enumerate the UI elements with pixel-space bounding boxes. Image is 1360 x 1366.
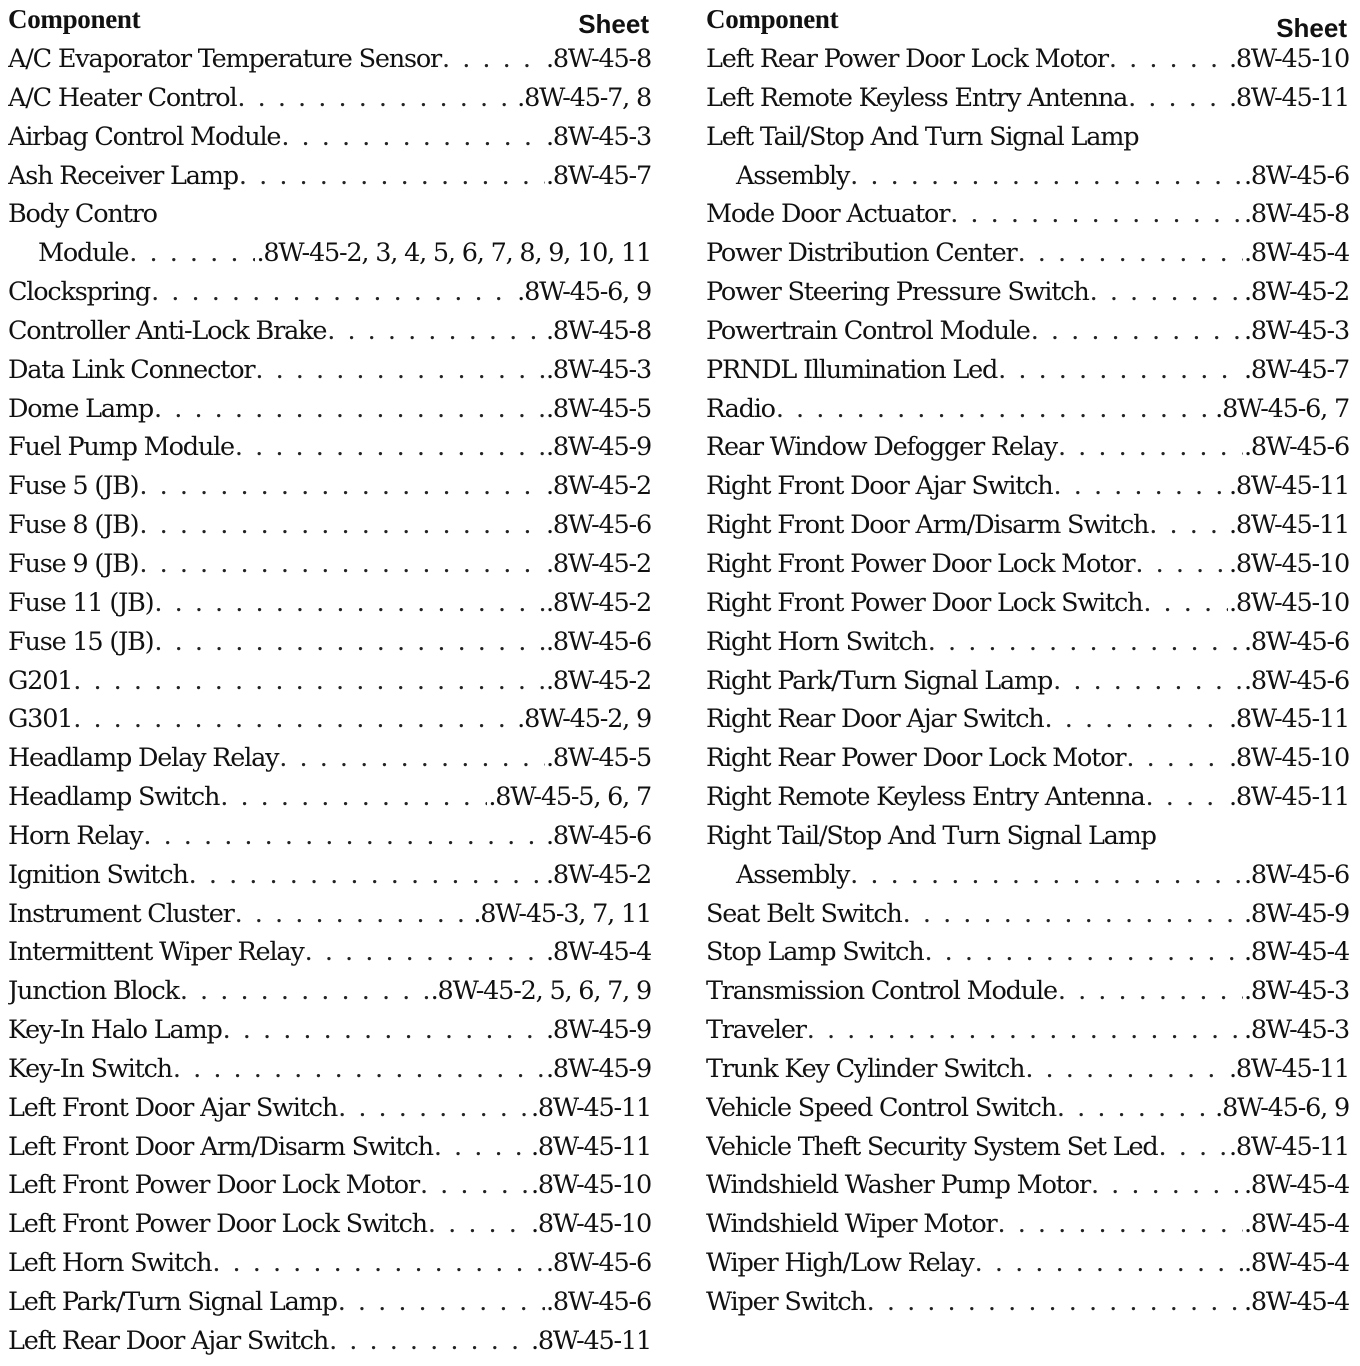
index-entry: [706, 195, 1349, 234]
component-name: Left Horn Switch: [8, 1248, 212, 1279]
sheet-reference: .8W-45-5, 6, 7: [488, 782, 651, 813]
sheet-reference: .8W-45-11: [1228, 782, 1349, 813]
index-entry: [8, 273, 651, 312]
sheet-reference: .8W-45-6: [546, 626, 651, 657]
index-entry: [8, 1244, 651, 1283]
index-entry: [8, 895, 651, 934]
index-entry: [8, 234, 651, 273]
index-entry: [706, 700, 1349, 739]
component-name: Left Remote Keyless Entry Antenna: [706, 82, 1128, 113]
sheet-heading: Sheet: [578, 9, 649, 39]
index-entry: [8, 1205, 651, 1244]
sheet-reference: .8W-45-5: [546, 743, 651, 774]
sheet-reference: .8W-45-11: [1228, 82, 1349, 113]
index-entry: [706, 817, 1349, 856]
index-entry: [8, 817, 651, 856]
dot-leader: [212, 1244, 545, 1283]
component-name: Trunk Key Cylinder Switch: [706, 1053, 1025, 1084]
component-name: Right Rear Power Door Lock Motor: [706, 743, 1126, 774]
index-entry: [706, 584, 1349, 623]
component-name: Intermittent Wiper Relay: [8, 937, 304, 968]
index-entry: [8, 79, 651, 118]
index-entry: [706, 545, 1349, 584]
index-entry: [706, 933, 1349, 972]
dot-leader: [928, 623, 1243, 662]
sheet-reference: .8W-45-7: [1244, 354, 1349, 385]
dot-leader: [139, 506, 545, 545]
sheet-reference: .8W-45-5: [546, 393, 651, 424]
sheet-reference: .8W-45-4: [1244, 238, 1349, 269]
component-name: Junction Block: [8, 976, 179, 1007]
index-entry: [706, 972, 1349, 1011]
dot-leader: [1053, 662, 1243, 701]
index-entry: [706, 428, 1349, 467]
component-name: Windshield Washer Pump Motor: [706, 1170, 1090, 1201]
dot-leader: [281, 118, 545, 157]
sheet-reference: .8W-45-6: [1244, 665, 1349, 696]
dot-leader: [237, 79, 516, 118]
dot-leader: [189, 856, 545, 895]
sheet-reference: .8W-45-11: [530, 1092, 651, 1123]
index-entry: [8, 506, 651, 545]
dot-leader: [975, 1244, 1243, 1283]
dot-leader: [1045, 700, 1228, 739]
component-name: Clockspring: [8, 277, 151, 308]
dot-leader: [807, 1011, 1243, 1050]
component-name: Left Front Door Ajar Switch: [8, 1092, 338, 1123]
index-entry: [8, 467, 651, 506]
index-entry: [706, 1166, 1349, 1205]
index-entry: [8, 739, 651, 778]
component-name: G301: [8, 704, 73, 735]
sheet-reference: .8W-45-2, 9: [517, 704, 651, 735]
index-entry: [8, 623, 651, 662]
component-name: A/C Evaporator Temperature Sensor: [8, 44, 441, 74]
dot-leader: [1090, 273, 1243, 312]
dot-leader: [998, 351, 1243, 390]
component-name: Mode Door Actuator: [706, 199, 950, 230]
index-entry: [706, 506, 1349, 545]
dot-leader: [1057, 1089, 1214, 1128]
sheet-reference: .8W-45-11: [530, 1325, 651, 1356]
sheet-reference: .8W-45-11: [1228, 510, 1349, 541]
sheet-reference: .8W-45-10: [1228, 743, 1349, 774]
index-entry: [706, 1283, 1349, 1322]
dot-leader: [1149, 506, 1228, 545]
component-name: Airbag Control Module: [8, 121, 281, 152]
component-name: Fuse 9 (JB): [8, 548, 139, 579]
sheet-reference: .8W-45-2: [546, 471, 651, 502]
component-name: Windshield Wiper Motor: [706, 1209, 997, 1240]
component-name: Data Link Connector: [8, 354, 255, 385]
dot-leader: [73, 662, 545, 701]
sheet-reference: .8W-45-3: [1244, 1015, 1349, 1046]
right-column-header: [706, 0, 1349, 43]
component-name: Right Front Power Door Lock Motor: [706, 548, 1135, 579]
dot-leader: [434, 1128, 530, 1167]
sheet-reference: .8W-45-7, 8: [517, 82, 651, 113]
sheet-reference: .8W-45-6, 7: [1215, 393, 1349, 424]
sheet-reference: .8W-45-2: [546, 665, 651, 696]
dot-leader: [154, 584, 545, 623]
dot-leader: [154, 623, 545, 662]
dot-leader: [1025, 1050, 1228, 1089]
dot-leader: [139, 467, 545, 506]
sheet-reference: .8W-45-2, 3, 4, 5, 6, 7, 8, 9, 10, 11: [256, 238, 651, 269]
index-entry: [706, 79, 1349, 118]
dot-leader: [850, 856, 1243, 895]
component-name: Left Front Door Arm/Disarm Switch: [8, 1131, 433, 1162]
component-heading: Component: [8, 4, 141, 34]
sheet-reference: .8W-45-10: [530, 1209, 651, 1240]
dot-leader: [255, 351, 545, 390]
dot-leader: [924, 933, 1243, 972]
component-name: Traveler: [706, 1015, 806, 1046]
dot-leader: [867, 1283, 1243, 1322]
index-entry: [706, 1128, 1349, 1167]
component-name: Fuse 11 (JB): [8, 587, 154, 618]
component-name: Wiper High/Low Relay: [706, 1248, 974, 1279]
dot-leader: [1054, 467, 1228, 506]
dot-leader: [338, 1089, 530, 1128]
index-entry: [8, 1089, 651, 1128]
dot-leader: [1091, 1166, 1243, 1205]
sheet-reference: .8W-45-10: [1228, 44, 1349, 74]
index-entry: [8, 1128, 651, 1167]
sheet-reference: .8W-45-9: [546, 1015, 651, 1046]
component-name: Transmission Control Module: [706, 976, 1057, 1007]
dot-leader: [903, 895, 1243, 934]
sheet-reference: .8W-45-11: [530, 1131, 651, 1162]
component-name: Left Tail/Stop And Turn Signal Lamp: [706, 121, 1139, 152]
index-entry: [706, 778, 1349, 817]
sheet-reference: .8W-45-3: [546, 354, 651, 385]
sheet-reference: .8W-45-3: [1244, 976, 1349, 1007]
index-entry: [8, 351, 651, 390]
index-entry: [8, 778, 651, 817]
dot-leader: [220, 778, 487, 817]
component-name: Headlamp Delay Relay: [8, 743, 279, 774]
sheet-reference: .8W-45-6: [546, 510, 651, 541]
index-entry: [8, 584, 651, 623]
index-entry: [8, 195, 651, 234]
component-name: Instrument Cluster: [8, 898, 234, 929]
component-name: Right Front Door Arm/Disarm Switch: [706, 510, 1149, 541]
component-name: Power Steering Pressure Switch: [706, 277, 1089, 308]
index-entry: [8, 1322, 651, 1361]
component-name: Right Front Power Door Lock Switch: [706, 587, 1143, 618]
component-name: Left Rear Power Door Lock Motor: [706, 44, 1108, 74]
dot-leader: [776, 390, 1214, 429]
index-entry: [706, 273, 1349, 312]
component-name: Radio: [706, 393, 775, 424]
component-name: G201: [8, 665, 73, 696]
dot-leader: [1135, 545, 1228, 584]
component-name: Assembly: [736, 160, 850, 191]
component-name: Headlamp Switch: [8, 782, 220, 813]
component-name: Rear Window Defogger Relay: [706, 432, 1057, 463]
index-entry: [706, 895, 1349, 934]
component-name: Dome Lamp: [8, 393, 154, 424]
sheet-reference: .8W-45-9: [546, 1053, 651, 1084]
sheet-reference: .8W-45-11: [1228, 704, 1349, 735]
dot-leader: [305, 933, 545, 972]
sheet-reference: .8W-45-3, 7, 11: [473, 898, 651, 929]
dot-leader: [327, 312, 545, 351]
sheet-reference: .8W-45-6: [1244, 160, 1349, 191]
index-entry: [706, 623, 1349, 662]
sheet-reference: .8W-45-6: [1244, 859, 1349, 890]
component-name: Right Remote Keyless Entry Antenna: [706, 782, 1145, 813]
sheet-reference: .8W-45-2, 5, 6, 7, 9: [430, 976, 651, 1007]
component-name: Assembly: [736, 859, 850, 890]
index-entry: [8, 662, 651, 701]
dot-leader: [1159, 1128, 1228, 1167]
sheet-reference: .8W-45-6, 9: [1215, 1092, 1349, 1123]
sheet-reference: .8W-45-2: [546, 587, 651, 618]
sheet-reference: .8W-45-6: [546, 1287, 651, 1317]
component-name: Vehicle Speed Control Switch: [706, 1092, 1056, 1123]
sheet-reference: .8W-45-2: [546, 548, 651, 579]
index-entry: [706, 467, 1349, 506]
sheet-reference: .8W-45-11: [1228, 471, 1349, 502]
component-name: Left Front Power Door Lock Switch: [8, 1209, 427, 1240]
sheet-reference: .8W-45-9: [546, 432, 651, 463]
component-name: Key-In Halo Lamp: [8, 1015, 222, 1046]
index-entry: [706, 1050, 1349, 1089]
sheet-reference: .8W-45-4: [1244, 1170, 1349, 1201]
dot-leader: [420, 1166, 530, 1205]
sheet-reference: .8W-45-8: [1244, 199, 1349, 230]
sheet-reference: .8W-45-10: [530, 1170, 651, 1201]
index-entry: [8, 933, 651, 972]
index-entry: [706, 1011, 1349, 1050]
index-entry: [706, 662, 1349, 701]
index-entry: [8, 1050, 651, 1089]
sheet-reference: .8W-45-2: [1244, 277, 1349, 308]
dot-leader: [1058, 428, 1243, 467]
dot-leader: [143, 817, 545, 856]
component-name: Right Tail/Stop And Turn Signal Lamp: [706, 820, 1156, 851]
dot-leader: [239, 157, 545, 196]
sheet-reference: .8W-45-10: [1228, 587, 1349, 618]
component-name: Powertrain Control Module: [706, 315, 1030, 346]
component-name: Power Distribution Center: [706, 238, 1017, 269]
sheet-reference: .8W-45-6, 9: [517, 277, 651, 308]
dot-leader: [1143, 584, 1228, 623]
dot-leader: [73, 700, 516, 739]
sheet-reference: .8W-45-11: [1228, 1053, 1349, 1084]
left-entry-list: [8, 40, 651, 1361]
right-column: [706, 0, 1349, 1322]
index-entry: [706, 1244, 1349, 1283]
sheet-reference: .8W-45-6: [546, 1248, 651, 1279]
sheet-reference: .8W-45-4: [1244, 1248, 1349, 1279]
dot-leader: [235, 895, 473, 934]
dot-leader: [180, 972, 430, 1011]
dot-leader: [1128, 79, 1228, 118]
component-name: Wiper Switch: [706, 1287, 866, 1317]
dot-leader: [1109, 40, 1228, 79]
index-entry: [706, 1089, 1349, 1128]
component-name: Right Horn Switch: [706, 626, 927, 657]
dot-leader: [1146, 778, 1228, 817]
sheet-reference: .8W-45-7: [546, 160, 651, 191]
index-entry: [706, 856, 1349, 895]
index-entry: [8, 1011, 651, 1050]
sheet-reference: .8W-45-4: [1244, 1209, 1349, 1240]
dot-leader: [997, 1205, 1243, 1244]
component-name: Body Contro: [8, 199, 157, 230]
index-entry: [706, 390, 1349, 429]
sheet-reference: .8W-45-6: [1244, 432, 1349, 463]
component-name: PRNDL Illumination Led: [706, 354, 998, 385]
index-entry: [706, 1205, 1349, 1244]
index-entry: [8, 157, 651, 196]
component-heading: Component: [706, 4, 839, 34]
left-column-header: [8, 0, 651, 40]
dot-leader: [442, 40, 545, 79]
dot-leader: [1058, 972, 1243, 1011]
component-name: A/C Heater Control: [8, 82, 237, 113]
dot-leader: [129, 234, 255, 273]
sheet-reference: .8W-45-4: [1244, 1287, 1349, 1317]
index-entry: [8, 312, 651, 351]
sheet-reference: .8W-45-2: [546, 859, 651, 890]
component-name: Vehicle Theft Security System Set Led: [706, 1131, 1158, 1162]
index-entry: [8, 856, 651, 895]
sheet-reference: .8W-45-4: [546, 937, 651, 968]
component-name: Ash Receiver Lamp: [8, 160, 238, 191]
index-entry: [706, 234, 1349, 273]
index-entry: [706, 351, 1349, 390]
component-name: Right Park/Turn Signal Lamp: [706, 665, 1053, 696]
component-name: Fuse 8 (JB): [8, 510, 139, 541]
index-entry: [706, 40, 1349, 79]
dot-leader: [173, 1050, 545, 1089]
index-entry: [8, 390, 651, 429]
component-name: Left Front Power Door Lock Motor: [8, 1170, 419, 1201]
sheet-reference: .8W-45-8: [546, 44, 651, 74]
sheet-reference: .8W-45-11: [1228, 1131, 1349, 1162]
sheet-reference: .8W-45-8: [546, 315, 651, 346]
component-name: Fuse 15 (JB): [8, 626, 154, 657]
dot-leader: [428, 1205, 530, 1244]
component-name: Left Park/Turn Signal Lamp: [8, 1287, 337, 1317]
dot-leader: [235, 428, 545, 467]
component-name: Fuse 5 (JB): [8, 471, 139, 502]
component-name: Ignition Switch: [8, 859, 188, 890]
dot-leader: [950, 195, 1243, 234]
index-entry: [8, 545, 651, 584]
index-entry: [8, 972, 651, 1011]
component-name: Right Rear Door Ajar Switch: [706, 704, 1044, 735]
sheet-heading: Sheet: [1276, 13, 1347, 43]
dot-leader: [1018, 234, 1243, 273]
index-entry: [706, 739, 1349, 778]
component-name: Fuel Pump Module: [8, 432, 234, 463]
dot-leader: [338, 1283, 545, 1322]
index-entry: [8, 1283, 651, 1322]
component-name: Horn Relay: [8, 820, 143, 851]
index-entry: [706, 118, 1349, 157]
index-entry: [8, 700, 651, 739]
left-column: [8, 0, 651, 1361]
component-name: Left Rear Door Ajar Switch: [8, 1325, 329, 1356]
sheet-reference: .8W-45-3: [1244, 315, 1349, 346]
index-entry: [8, 1166, 651, 1205]
component-name: Right Front Door Ajar Switch: [706, 471, 1053, 502]
dot-leader: [1126, 739, 1228, 778]
index-entry: [8, 40, 651, 79]
sheet-reference: .8W-45-6: [546, 820, 651, 851]
component-name: Seat Belt Switch: [706, 898, 902, 929]
right-entry-list: [706, 40, 1349, 1322]
index-entry: [8, 428, 651, 467]
sheet-reference: .8W-45-10: [1228, 548, 1349, 579]
component-name: Stop Lamp Switch: [706, 937, 924, 968]
dot-leader: [139, 545, 545, 584]
sheet-reference: .8W-45-6: [1244, 626, 1349, 657]
sheet-reference: .8W-45-9: [1244, 898, 1349, 929]
component-name: Key-In Switch: [8, 1053, 172, 1084]
index-entry: [8, 118, 651, 157]
component-name: Controller Anti-Lock Brake: [8, 315, 327, 346]
dot-leader: [279, 739, 545, 778]
sheet-reference: .8W-45-4: [1244, 937, 1349, 968]
dot-leader: [329, 1322, 530, 1361]
dot-leader: [850, 157, 1243, 196]
dot-leader: [154, 390, 545, 429]
dot-leader: [223, 1011, 545, 1050]
sheet-reference: .8W-45-3: [546, 121, 651, 152]
index-entry: [706, 157, 1349, 196]
dot-leader: [151, 273, 516, 312]
dot-leader: [1031, 312, 1243, 351]
index-entry: [706, 312, 1349, 351]
component-name: Module: [38, 238, 129, 269]
